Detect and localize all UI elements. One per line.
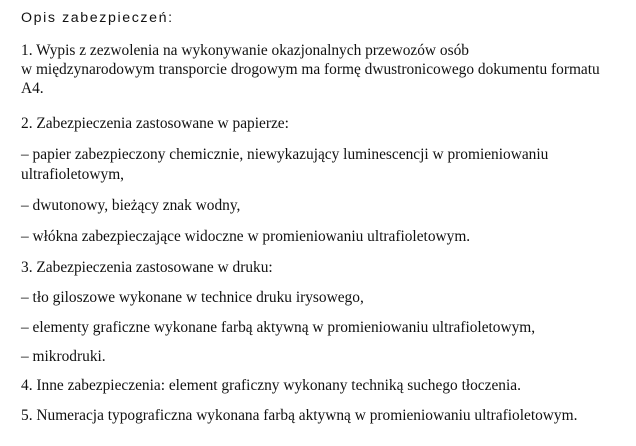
item-1-line-2: w międzynarodowym transporcie drogowym ma formę dwustronicowego dokumentu formatu bbox=[21, 61, 600, 78]
item-2-bullet-3: – włókna zabezpieczające widoczne w promieniowaniu ultrafioletowym. bbox=[21, 228, 471, 245]
item-2-bullet-1-line-1: – papier zabezpieczony chemicznie, niewykazujący luminescencji w promieniowaniu bbox=[21, 146, 549, 163]
item-1-line-3: A4. bbox=[21, 80, 44, 97]
item-2-heading: 2. Zabezpieczenia zastosowane w papierze: bbox=[21, 115, 289, 132]
item-3-bullet-1: – tło giloszowe wykonane w technice druku irysowego, bbox=[21, 289, 364, 306]
item-5: 5. Numeracja typograficzna wykonana farbą aktywną w promieniowaniu ultrafioletowym. bbox=[21, 407, 578, 424]
item-3-heading: 3. Zabezpieczenia zastosowane w druku: bbox=[21, 259, 273, 276]
item-2-bullet-2: – dwutonowy, bieżący znak wodny, bbox=[21, 197, 241, 214]
item-3-bullet-3: – mikrodruki. bbox=[21, 348, 106, 365]
item-2-bullet-1-line-2: ultrafioletowym, bbox=[21, 166, 125, 183]
item-3-bullet-2: – elementy graficzne wykonane farbą aktywną w promieniowaniu ultrafioletowym, bbox=[21, 319, 536, 336]
item-4: 4. Inne zabezpieczenia: element graficzny wykonany techniką suchego tłoczenia. bbox=[21, 377, 521, 394]
item-1-line-1: 1. Wypis z zezwolenia na wykonywanie okazjonalnych przewozów osób bbox=[21, 42, 469, 59]
document-heading: Opis zabezpieczeń: bbox=[21, 10, 174, 26]
